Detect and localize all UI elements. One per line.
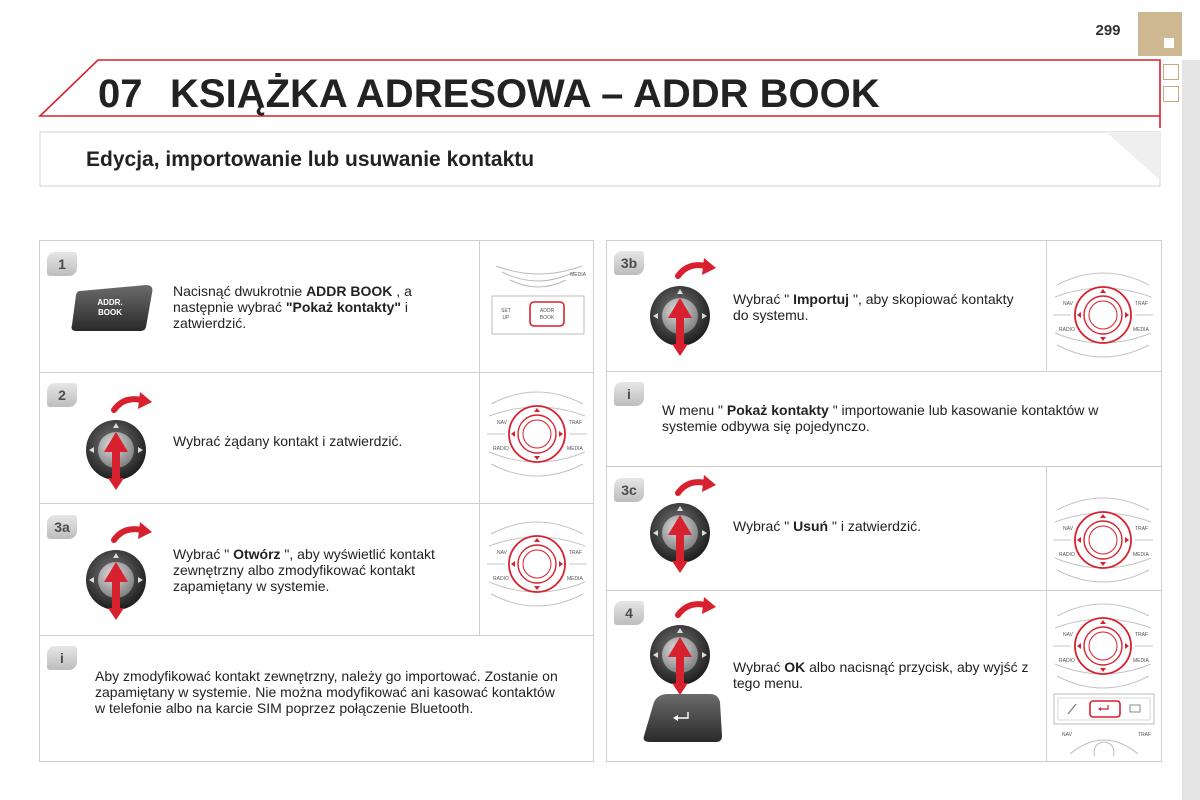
step-badge: 3c [614,478,644,502]
svg-text:TRAF: TRAF [569,550,583,556]
row-divider [39,503,594,504]
svg-text:RADIO: RADIO [1059,658,1075,664]
svg-text:TRAF: TRAF [569,420,583,426]
step-badge: 4 [614,601,644,625]
step-badge: 1 [47,252,77,276]
info2-text: W menu " Pokaż kontakty " importowanie lub kasowanie kontaktów w systemie odbywa się pojedynczo. [662,402,1099,434]
svg-text:TRAF: TRAF [1138,732,1152,738]
column-divider [479,240,480,635]
addr-book-button-label [82,298,138,318]
chapter-tab-marker [1138,12,1182,56]
svg-text:NAV: NAV [1062,732,1072,738]
console-nav-illustration [1051,490,1155,595]
back-button-icon [640,692,724,744]
svg-text:NAV: NAV [1063,301,1073,307]
svg-text:MEDIA: MEDIA [570,272,586,278]
svg-text:ADDR: ADDR [539,308,555,314]
svg-text:MEDIA: MEDIA [1133,658,1149,664]
console-nav-svg [485,384,589,484]
svg-text:TRAF: TRAF [1135,632,1149,638]
svg-text:BOOK: BOOK [539,315,555,321]
svg-text:NAV: NAV [1063,526,1073,532]
console-addr-book-illustration [488,262,588,338]
info-icon: i [614,382,644,406]
svg-text:UP: UP [502,315,510,321]
svg-text:TRAF: TRAF [1135,301,1149,307]
svg-text:MEDIA: MEDIA [567,446,583,452]
page-edge-strip [1182,60,1200,800]
rotary-knob-push-icon [648,258,720,363]
page-number: 299 [1095,22,1121,39]
rotary-knob-push-icon [648,475,720,580]
chapter-title: KSIĄŻKA ADRESOWA – ADDR BOOK [170,72,880,116]
svg-text:RADIO: RADIO [1059,552,1075,558]
step-badge: 3a [47,515,77,539]
chapter-number: 07 [98,72,143,116]
console-nav-illustration [1051,596,1155,701]
rotary-knob-svg [648,258,720,358]
info1-text: Aby zmodyfikować kontakt zewnętrzny, należy go importować. Zostanie on zapamiętany w systemie. Nie można modyfikować ani kasować kontaktów w telefonie albo na karcie SIM poprzez połączenie Bluetooth. [95,668,558,716]
rotary-knob-svg [84,392,156,492]
step3b-text: Wybrać " Importuj ", aby skopiować kontakty do systemu. [733,291,1014,323]
svg-text:TRAF: TRAF [1135,526,1149,532]
svg-text:SET: SET [501,308,511,314]
svg-text:RADIO: RADIO [493,576,509,582]
column-divider [1046,240,1047,370]
step3a-text: Wybrać " Otwórz ", aby wyświetlić kontakt zewnętrzny albo zmodyfikować kontakt zapamiętany w systemie. [173,546,435,594]
step3c-text: Wybrać " Usuń " i zatwierdzić. [733,518,921,534]
svg-text:RADIO: RADIO [493,446,509,452]
rotary-knob-svg [648,597,720,697]
console-nav-svg [1051,265,1155,365]
step-badge: 2 [47,383,77,407]
info-icon: i [47,646,77,670]
row-divider [606,466,1162,467]
addr-label-line1: ADDR. [97,298,123,307]
console-nav-illustration [485,384,589,489]
console-nav-svg [1051,490,1155,590]
rotary-knob-push-icon [648,597,720,702]
step1-text: Nacisnąć dwukrotnie ADDR BOOK , a następnie wybrać "Pokaż kontakty" i zatwierdzić. [173,283,412,331]
step2-text: Wybrać żądany kontakt i zatwierdzić. [173,433,403,449]
step-badge: 3b [614,251,644,275]
svg-text:MEDIA: MEDIA [1133,327,1149,333]
column-divider [1046,466,1047,762]
console-nav-svg [1051,596,1155,696]
svg-text:NAV: NAV [497,420,507,426]
console-nav-illustration [1051,265,1155,370]
svg-text:MEDIA: MEDIA [1133,552,1149,558]
rotary-knob-push-icon [84,522,156,627]
svg-text:NAV: NAV [497,550,507,556]
svg-text:NAV: NAV [1063,632,1073,638]
console-nav-svg [485,514,589,614]
row-divider [39,372,594,373]
step4-text: Wybrać OK albo nacisnąć przycisk, aby wyjść z tego menu. [733,659,1029,691]
console-nav-illustration [485,514,589,619]
console-back-button-illustration [1050,690,1158,756]
rotary-knob-push-icon [84,392,156,497]
section-subtitle: Edycja, importowanie lub usuwanie kontaktu [86,148,535,171]
svg-text:MEDIA: MEDIA [567,576,583,582]
rotary-knob-svg [648,475,720,575]
addr-label-line2: BOOK [98,308,122,317]
rotary-knob-svg [84,522,156,622]
row-divider [39,635,594,636]
svg-text:RADIO: RADIO [1059,327,1075,333]
row-divider [606,371,1162,372]
